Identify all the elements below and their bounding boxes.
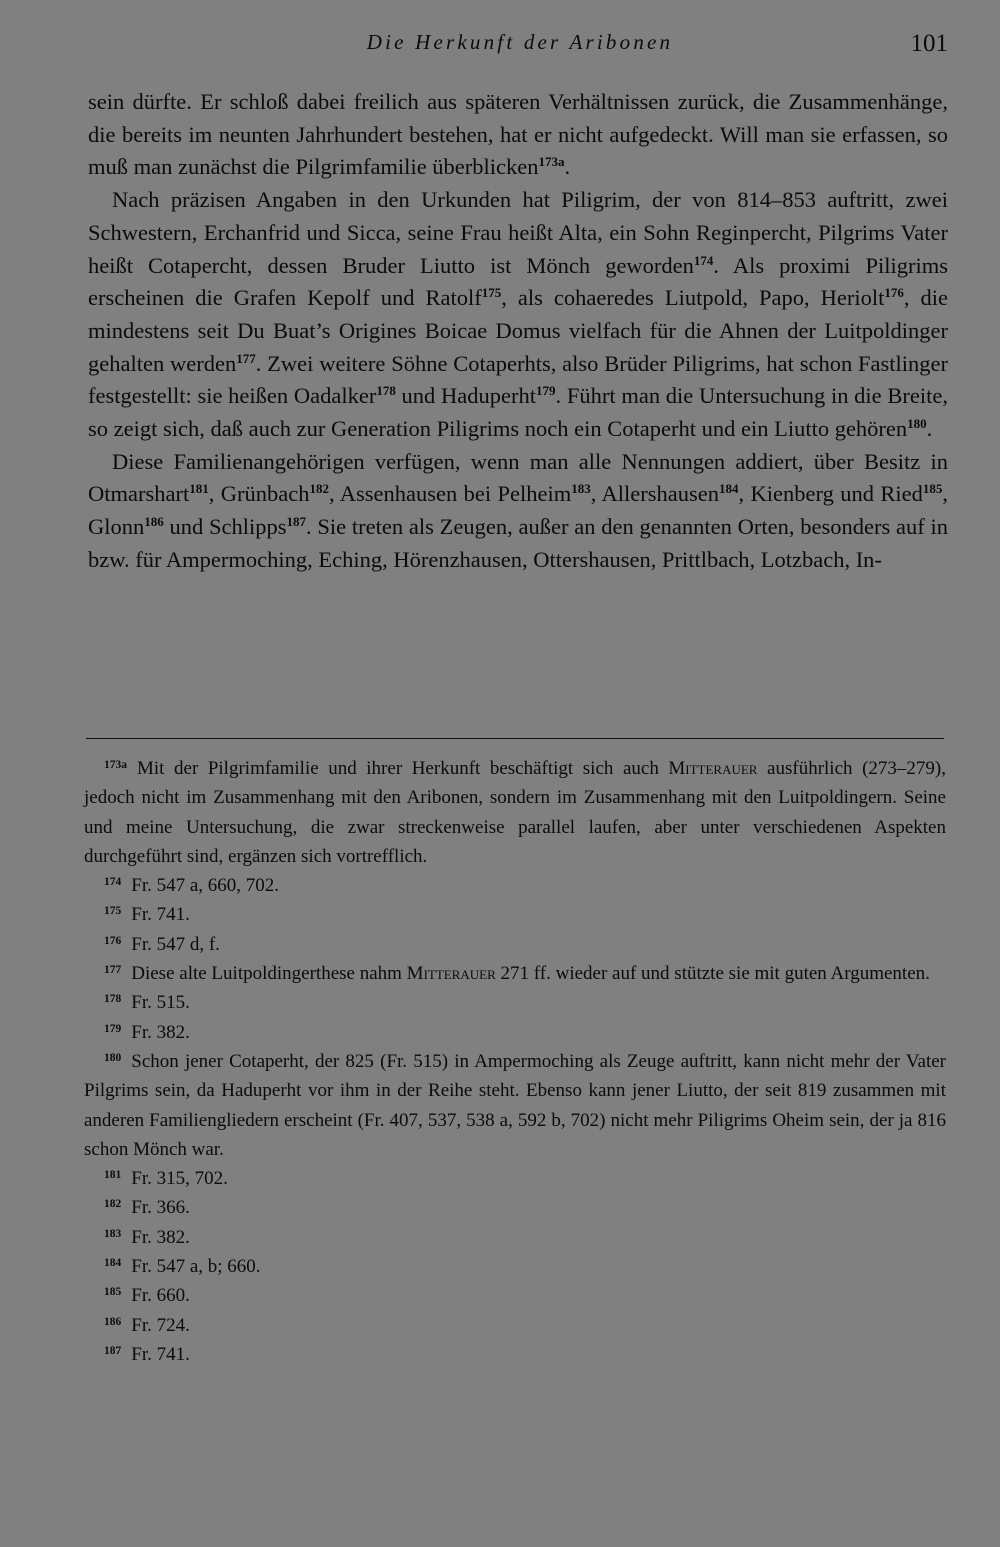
- footnote-text: Fr. 515.: [131, 992, 190, 1014]
- footnote-ref: 177: [236, 350, 256, 366]
- text-run: . Als proximi Piligrims erscheinen die Grafen Kepolf und Ratolf: [88, 252, 948, 311]
- footnote-number: 181: [104, 1169, 122, 1182]
- footnote-ref: 181: [189, 481, 209, 497]
- footnote-text: Fr. 547 a, 660, 702.: [131, 875, 280, 897]
- footnote-number: 179: [104, 1022, 122, 1035]
- footnote-ref: 179: [536, 383, 556, 399]
- text-run: , Allershausen: [590, 481, 719, 507]
- footnote: [84, 1281, 946, 1310]
- author-name: Mitterauer: [406, 963, 496, 985]
- footnote-number: 180: [104, 1051, 122, 1064]
- footnotes: [84, 754, 946, 1369]
- text-run: . Zwei weitere Söhne Cotaperhts, also Brüder Piligrims, hat schon Fastlinger festgestellt: sie heißen Oadalker: [88, 350, 948, 409]
- footnote-text: Schon jener Cotaperht, der 825 (Fr. 515) in Ampermoching als Zeuge auftritt, kann nicht mehr der Vater Pilgrims sein, da Haduperht vor ihm in der Reihe steht. Ebenso kann jener Liutto, der seit 819 zusammen mit anderen Familiengliedern erscheint (Fr. 407, 537, 538 a, 592 b, 702) nicht mehr Piligrims Oheim sein, der ja 816 schon Mönch war.: [84, 1050, 946, 1160]
- footnote-text: Fr. 366.: [131, 1197, 190, 1219]
- footnote: [84, 900, 946, 929]
- author-name: Mitterauer: [668, 758, 758, 779]
- footnote-text: Mit der Pilgrimfamilie und ihrer Herkunft beschäftigt sich auch: [137, 758, 669, 779]
- footnote-ref: 174: [693, 252, 714, 268]
- text-run: . Führt man die Untersuchung in die Breite, so zeigt sich, daß auch zur Generation Piligrims noch ein Cotaperht und ein Liutto gehören: [88, 383, 948, 442]
- footnote: [84, 930, 946, 959]
- footnote-text: Fr. 741.: [131, 1343, 190, 1365]
- footnote: [84, 871, 946, 900]
- running-title: Die Herkunft der Aribonen: [366, 30, 674, 54]
- footnote-ref: 176: [884, 285, 904, 301]
- footnote-ref: 178: [376, 383, 396, 399]
- footnote-number: 186: [104, 1315, 122, 1328]
- footnote-number: 174: [104, 876, 122, 889]
- footnote-text: Fr. 547 d, f.: [131, 933, 220, 955]
- footnote-text: ausführlich (273–279), jedoch nicht im Zusammenhang mit den Aribonen, sondern im Zusammenhang mit den Luitpoldingern. Seine und meine Untersuchung, die zwar streckenweise parallel laufen, aber unter verschiedenen Aspekten durchgeführt sind, ergänzen sich vortrefflich.: [84, 758, 946, 867]
- footnote-text: Diese alte Luitpoldingerthese nahm: [131, 963, 407, 985]
- text-run: , als cohaeredes Liutpold, Papo, Heriolt: [501, 285, 885, 311]
- footnote-ref: 187: [286, 514, 307, 530]
- text-run: sein dürfte. Er schloß dabei freilich aus späteren Verhältnissen zurück, die Zusammenhänge, die bereits im neunten Jahrhundert bestehen, hat er nicht aufgedeckt. Will man sie erfassen, so muß man zunächst die Pilgrimfamilie überblicken: [88, 89, 948, 180]
- footnote-ref: 183: [571, 481, 591, 497]
- footnote-ref: 180: [907, 416, 927, 432]
- main-text: [88, 86, 948, 577]
- footnote-text: Fr. 382.: [131, 1226, 190, 1248]
- footnote-text: Fr. 660.: [131, 1285, 190, 1307]
- text-run: Diese Familienangehörigen verfügen, wenn man alle Nennungen addiert, über Besitz in Otmarshart: [88, 448, 948, 507]
- footnote-number: 173a: [104, 759, 127, 771]
- footnote: [84, 1164, 946, 1193]
- footnote-text: Fr. 741.: [131, 904, 190, 926]
- text-run: . Sie treten als Zeugen, außer an den genannten Orten, besonders auf in bzw. für Ampermoching, Eching, Hörenzhausen, Ottershausen, Prittlbach, Lotzbach, In-: [88, 514, 948, 572]
- footnote-number: 184: [104, 1257, 122, 1270]
- text-run: .: [926, 416, 933, 442]
- text-run: , die mindestens seit Du Buat’s Origines Boicae Domus vielfach für die Ahnen der Luitpoldinger gehalten werden: [88, 285, 948, 376]
- footnote-number: 187: [104, 1344, 122, 1357]
- footnote-number: 183: [104, 1227, 122, 1240]
- paragraph: [88, 184, 948, 446]
- footnote-number: 178: [104, 993, 122, 1006]
- footnote-number: 175: [104, 905, 122, 918]
- footnote-text: Fr. 724.: [131, 1314, 190, 1336]
- text-run: .: [564, 154, 571, 180]
- footnote: [84, 1311, 946, 1340]
- footnote: [84, 1340, 946, 1369]
- page-number: 101: [910, 30, 948, 57]
- footnote-text: 271 ff. wieder auf und stützte sie mit guten Argumenten.: [495, 963, 930, 985]
- text-run: , Grünbach: [208, 481, 310, 507]
- footnote: [84, 1252, 946, 1281]
- paragraph: [88, 446, 948, 577]
- footnote-text: Fr. 382.: [131, 1021, 190, 1043]
- text-run: Nach präzisen Angaben in den Urkunden hat Piligrim, der von 814–853 auftritt, zwei Schwestern, Erchanfrid und Sicca, seine Frau heißt Alta, ein Sohn Reginpercht, Pilgrims Vater heißt Cotapercht, dessen Bruder Liutto ist Mönch geworden: [88, 187, 948, 278]
- footnote: [84, 1193, 946, 1222]
- paragraph: [88, 86, 948, 184]
- footnote: [84, 1223, 946, 1252]
- footnote-text: Fr. 547 a, b; 660.: [131, 1256, 261, 1278]
- footnote-ref: 182: [309, 481, 329, 497]
- footnote-separator: [86, 738, 944, 739]
- footnote-ref: 185: [922, 481, 943, 497]
- text-run: , Glonn: [88, 481, 948, 540]
- footnote: [84, 988, 946, 1017]
- footnote: [84, 754, 946, 871]
- footnote-number: 182: [104, 1198, 122, 1211]
- text-run: , Assenhausen bei Pelheim: [328, 481, 572, 507]
- text-run: und Haduperht: [395, 383, 536, 409]
- footnote-ref: 184: [719, 481, 739, 497]
- footnote-ref: 175: [481, 285, 502, 301]
- footnote-text: Fr. 315, 702.: [131, 1168, 228, 1190]
- text-run: und Schlipps: [163, 514, 287, 540]
- footnote-number: 177: [104, 964, 122, 977]
- footnote: [84, 1018, 946, 1047]
- text-run: , Kienberg und Ried: [738, 481, 923, 507]
- footnote: [84, 1047, 946, 1164]
- footnote-ref: 186: [144, 514, 164, 530]
- footnote-number: 176: [104, 934, 122, 947]
- running-head: [0, 24, 1000, 64]
- footnote: [84, 959, 946, 988]
- footnote-number: 185: [104, 1286, 122, 1299]
- footnote-ref: 173a: [538, 154, 565, 170]
